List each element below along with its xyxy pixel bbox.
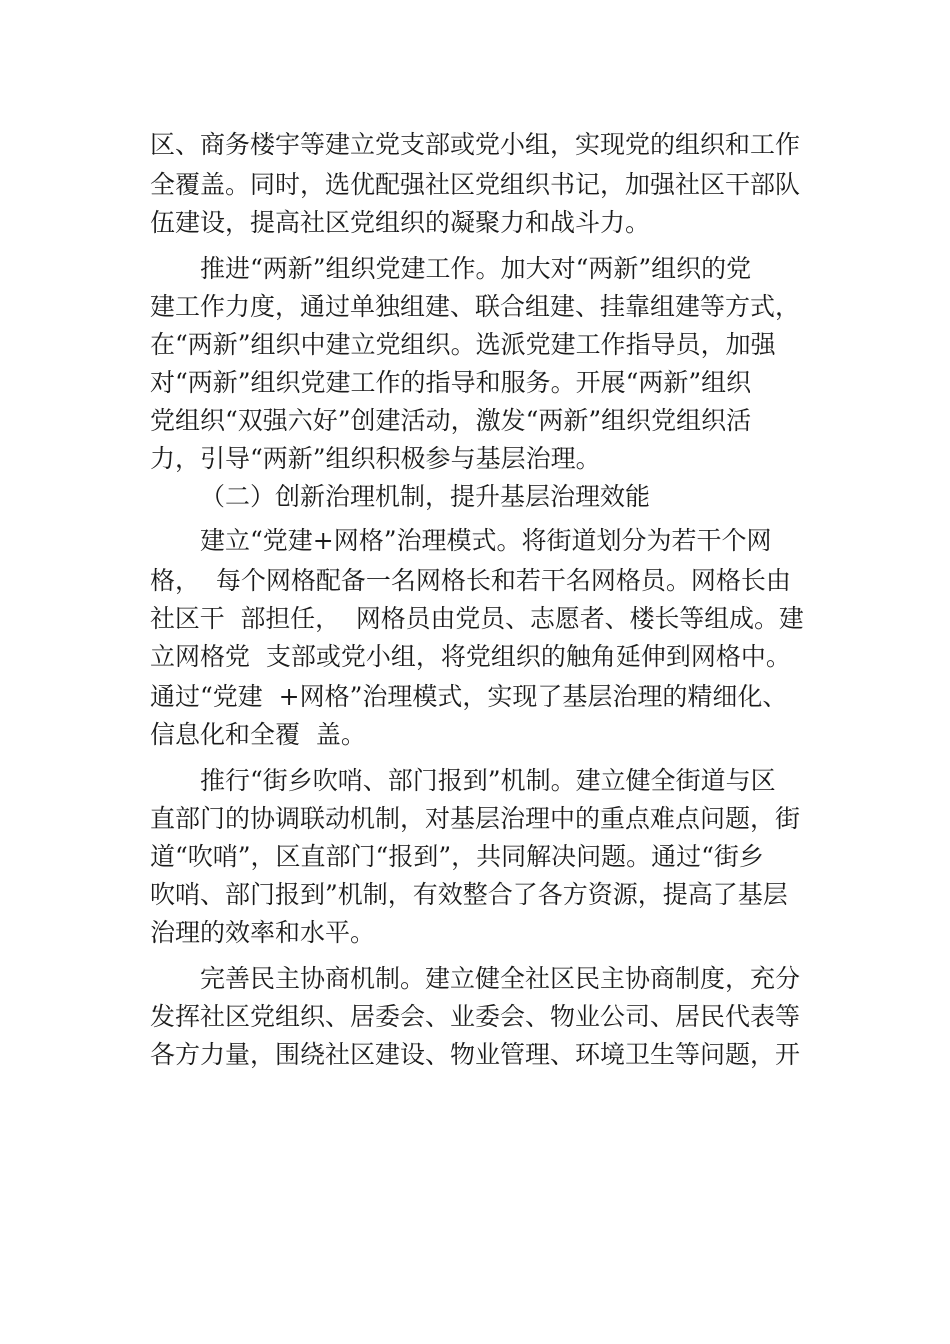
text-line: 信息化和全覆 盖。 xyxy=(150,720,366,749)
text-line: 全覆盖。同时，选优配强社区党组织书记，加强社区干部队 xyxy=(150,170,801,199)
text-line: 吹哨、部门报到”机制，有效整合了各方资源，提高了基层 xyxy=(150,880,788,909)
text-line: 各方力量，围绕社区建设、物业管理、环境卫生等问题，开 xyxy=(150,1040,801,1069)
text-line: 区、商务楼宇等建立党支部或党小组，实现党的组织和工作 xyxy=(150,130,801,159)
text-line: 建工作力度，通过单独组建、联合组建、挂靠组建等方式， xyxy=(150,292,801,321)
text-line: 立网格党 支部或党小组，将党组织的触角延伸到网格中。 xyxy=(150,642,791,671)
section-heading: （二）创新治理机制，提升基层治理效能 xyxy=(200,482,651,511)
text-line: 推进“两新”组织党建工作。加大对“两新”组织的党 xyxy=(200,254,752,283)
text-line: 推行“街乡吹哨、部门报到”机制。建立健全街道与区 xyxy=(200,766,776,795)
text-line: 治理的效率和水平。 xyxy=(150,918,376,947)
text-line: 直部门的协调联动机制，对基层治理中的重点难点问题，街 xyxy=(150,804,801,833)
text-line: 格， 每个网格配备一名网格长和若干名网格员。网格长由 xyxy=(150,566,791,595)
text-line: 完善民主协商机制。建立健全社区民主协商制度，充分 xyxy=(200,964,801,993)
text-line: 力，引导“两新”组织积极参与基层治理。 xyxy=(150,444,601,473)
text-line: 在“两新”组织中建立党组织。选派党建工作指导员，加强 xyxy=(150,330,776,359)
text-line: 通过“党建 +网格”治理模式，实现了基层治理的精细化、 xyxy=(150,682,788,711)
text-line: 发挥社区党组织、居委会、业委会、物业公司、居民代表等 xyxy=(150,1002,801,1031)
text-line: 社区干 部担任， 网格员由党员、志愿者、楼长等组成。建 xyxy=(150,604,804,633)
text-line: 伍建设，提高社区党组织的凝聚力和战斗力。 xyxy=(150,208,651,237)
text-line: 建立“党建+网格”治理模式。将街道划分为若干个网 xyxy=(200,526,772,555)
text-line: 党组织“双强六好”创建活动，激发“两新”组织党组织活 xyxy=(150,406,752,435)
text-line: 对“两新”组织党建工作的指导和服务。开展“两新”组织 xyxy=(150,368,752,397)
text-line: 道“吹哨”，区直部门“报到”，共同解决问题。通过“街乡 xyxy=(150,842,764,871)
